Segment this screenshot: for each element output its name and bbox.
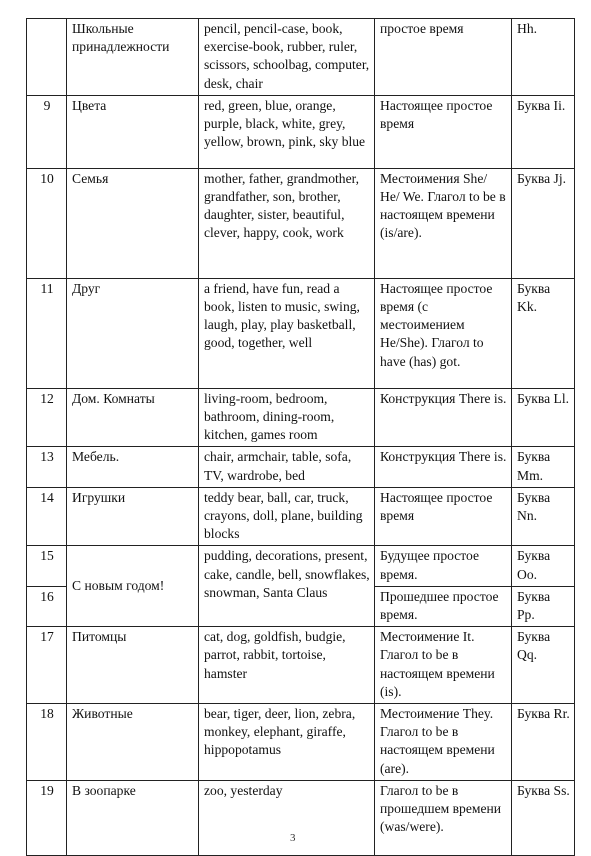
- vocabulary-cell: a friend, have fun, read a book, listen to music, swing, laugh, play, play basketball, good, together, well: [199, 278, 375, 388]
- letter-cell: Буква Ll.: [512, 388, 575, 447]
- letter-cell: Буква Jj.: [512, 168, 575, 278]
- vocabulary-cell: zoo, yesterday: [199, 780, 375, 855]
- lesson-number: [27, 19, 67, 96]
- table-row: [27, 447, 575, 487]
- grammar-cell: Местоимения She/ He/ We. Глагол to be в настоящем времени (is/are).: [375, 168, 512, 278]
- grammar-cell: Настоящее простое время: [375, 95, 512, 168]
- grammar-cell: Будущее простое время.: [375, 546, 512, 586]
- letter-cell: Буква Rr.: [512, 704, 575, 781]
- grammar-cell: Прошедшее простое время.: [375, 586, 512, 626]
- letter-cell: Hh.: [512, 19, 575, 96]
- table-row: [27, 278, 575, 388]
- topic-cell: Дом. Комнаты: [67, 388, 199, 447]
- lesson-number: 19: [27, 780, 67, 855]
- grammar-cell: Настоящее простое время: [375, 487, 512, 546]
- grammar-cell: Местоимение It. Глагол to be в настоящем времени (is).: [375, 627, 512, 704]
- vocabulary-cell: pudding, decorations, present, cake, candle, bell, snowflakes, snowman, Santa Claus: [199, 546, 375, 627]
- letter-cell: Буква Oo.: [512, 546, 575, 586]
- lesson-number: 13: [27, 447, 67, 487]
- topic-cell: Игрушки: [67, 487, 199, 546]
- lesson-number: 14: [27, 487, 67, 546]
- letter-cell: Буква Kk.: [512, 278, 575, 388]
- topic-cell: Цвета: [67, 95, 199, 168]
- table-row: [27, 627, 575, 704]
- lesson-number: 10: [27, 168, 67, 278]
- lesson-number: 11: [27, 278, 67, 388]
- topic-cell: Школьные принадлежности: [67, 19, 199, 96]
- letter-cell: Буква Ii.: [512, 95, 575, 168]
- lesson-number: 17: [27, 627, 67, 704]
- vocabulary-cell: pencil, pencil-case, book, exercise-book, rubber, ruler, scissors, schoolbag, computer, desk, chair: [199, 19, 375, 96]
- topic-cell: С новым годом!: [67, 546, 199, 627]
- letter-cell: Буква Pp.: [512, 586, 575, 626]
- grammar-cell: Конструкция There is.: [375, 447, 512, 487]
- table-row: [27, 704, 575, 781]
- letter-cell: Буква Qq.: [512, 627, 575, 704]
- grammar-cell: Местоимение They. Глагол to be в настоящем времени (are).: [375, 704, 512, 781]
- topic-cell: Друг: [67, 278, 199, 388]
- letter-cell: Буква Ss.: [512, 780, 575, 855]
- table-row: [27, 780, 575, 855]
- grammar-cell: Конструкция There is.: [375, 388, 512, 447]
- vocabulary-cell: chair, armchair, table, sofa, TV, wardrobe, bed: [199, 447, 375, 487]
- vocabulary-cell: red, green, blue, orange, purple, black, white, grey, yellow, brown, pink, sky blue: [199, 95, 375, 168]
- lesson-number: 15: [27, 546, 67, 586]
- lesson-number: 16: [27, 586, 67, 626]
- lesson-number: 9: [27, 95, 67, 168]
- lesson-number: 12: [27, 388, 67, 447]
- grammar-cell: Глагол to be в прошедшем времени (was/were).: [375, 780, 512, 855]
- table-row: [27, 546, 575, 586]
- vocabulary-cell: living-room, bedroom, bathroom, dining-room, kitchen, games room: [199, 388, 375, 447]
- vocabulary-cell: teddy bear, ball, car, truck, crayons, doll, plane, building blocks: [199, 487, 375, 546]
- table-row: [27, 168, 575, 278]
- vocabulary-cell: bear, tiger, deer, lion, zebra, monkey, elephant, giraffe, hippopotamus: [199, 704, 375, 781]
- topic-cell: В зоопарке: [67, 780, 199, 855]
- vocabulary-cell: mother, father, grandmother, grandfather, son, brother, daughter, sister, beautiful, clever, happy, cook, work: [199, 168, 375, 278]
- letter-cell: Буква Nn.: [512, 487, 575, 546]
- syllabus-table: [26, 18, 575, 856]
- grammar-cell: простое время: [375, 19, 512, 96]
- topic-cell: Животные: [67, 704, 199, 781]
- grammar-cell: Настоящее простое время (с местоимением He/She). Глагол to have (has) got.: [375, 278, 512, 388]
- table-row: [27, 19, 575, 96]
- letter-cell: Буква Mm.: [512, 447, 575, 487]
- table-row: [27, 95, 575, 168]
- topic-cell: Семья: [67, 168, 199, 278]
- table-row: [27, 388, 575, 447]
- vocabulary-cell: cat, dog, goldfish, budgie, parrot, rabbit, tortoise, hamster: [199, 627, 375, 704]
- topic-cell: Питомцы: [67, 627, 199, 704]
- page-number: 3: [290, 832, 296, 844]
- lesson-number: 18: [27, 704, 67, 781]
- table-row: [27, 487, 575, 546]
- topic-cell: Мебель.: [67, 447, 199, 487]
